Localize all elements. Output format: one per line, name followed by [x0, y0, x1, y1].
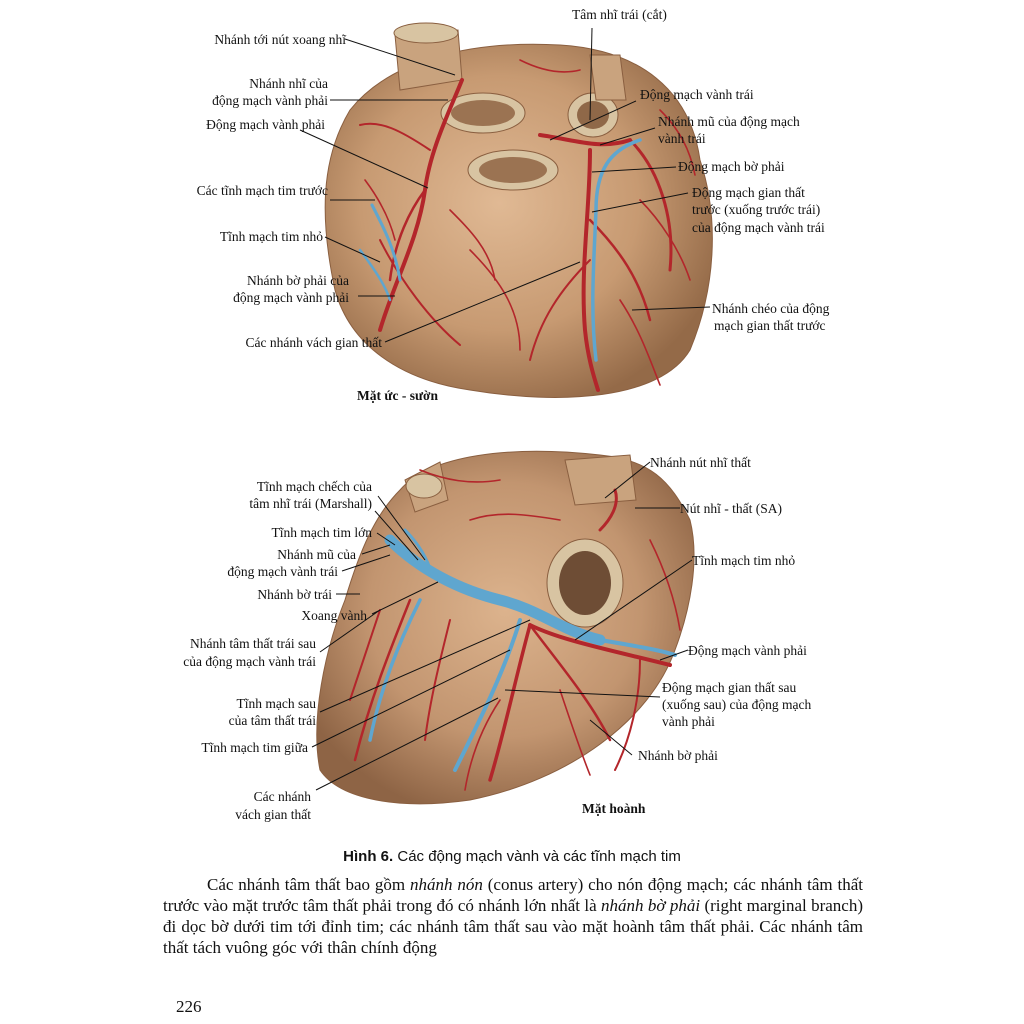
figure-title: [0, 848, 1024, 865]
paragraph-italic-1: nhánh nón: [409, 875, 483, 894]
label-posterior-lv-branch-2: của động mạch vành trái: [183, 654, 316, 669]
label-small-cardiac-vein: Tĩnh mạch tim nhỏ: [219, 229, 323, 244]
label-av-node-branch: Nhánh nút nhĩ thất: [650, 455, 751, 470]
label-great-cardiac-vein: Tĩnh mạch tim lớn: [271, 525, 372, 540]
label-right-marginal-1: Nhánh bờ phải của: [247, 273, 349, 288]
label-posterior-interventricular-3: vành phải: [662, 714, 715, 729]
label-left-marginal: Nhánh bờ trái: [257, 587, 332, 602]
label-circumflex-bottom-1: Nhánh mũ của: [277, 547, 356, 562]
label-posterior-lv-vein-1: Tĩnh mạch sau: [236, 696, 316, 711]
label-coronary-sinus: Xoang vành: [301, 608, 367, 623]
label-sa-node: Nút nhĩ - thất (SA): [680, 501, 782, 516]
label-oblique-vein-1: Tĩnh mạch chếch của: [256, 479, 372, 494]
label-posterior-interventricular-2: (xuống sau) của động mạch: [662, 697, 812, 712]
label-right-marginal-bottom: Nhánh bờ phải: [638, 748, 718, 763]
left-auricle-stump: [590, 55, 626, 100]
label-right-marginal-2: động mạch vành phải: [233, 290, 349, 305]
label-anterior-cardiac-veins: Các tĩnh mạch tim trước: [196, 183, 328, 198]
caption-anterior-surface: Mặt ức - sườn: [357, 388, 439, 403]
ivc-stump: [565, 455, 636, 505]
paragraph-text-1: Các nhánh tâm thất bao gồm: [207, 875, 410, 894]
label-posterior-lv-branch-1: Nhánh tâm thất trái sau: [190, 636, 316, 651]
paragraph-italic-2: nhánh bờ phải: [601, 896, 701, 915]
label-right-atrial-branch-2: động mạch vành phải: [212, 93, 328, 108]
label-oblique-vein-2: tâm nhĩ trái (Marshall): [249, 496, 372, 511]
label-right-coronary-artery: Động mạch vành phải: [206, 117, 325, 132]
label-septal-bottom-1: Các nhánh: [253, 789, 311, 804]
figure-number: Hình 6.: [343, 848, 394, 865]
body-paragraph: [163, 874, 863, 958]
label-anterior-interventricular-1: Động mạch gian thất: [692, 185, 805, 200]
label-right-atrial-branch-1: Nhánh nhĩ của: [249, 76, 328, 91]
figure-title-text: Các động mạch vành và các tĩnh mạch tim: [393, 848, 681, 865]
label-right-coronary-bottom: Động mạch vành phải: [688, 643, 807, 658]
label-anterior-interventricular-3: của động mạch vành trái: [692, 220, 825, 235]
label-diagonal-2: mạch gian thất trước: [714, 318, 826, 333]
label-sa-node-branch: Nhánh tới nút xoang nhĩ: [214, 32, 346, 47]
label-anterior-interventricular-2: trước (xuống trước trái): [692, 202, 821, 217]
label-circumflex-bottom-2: động mạch vành trái: [227, 564, 338, 579]
paragraph-text-2: (conus artery) cho nón động mạch; các nhánh tâm thất trước vào mặt trước tâm thất phải trong đó có nhánh lớn nhất là: [163, 875, 864, 915]
svc-opening: [394, 23, 458, 43]
caption-diaphragmatic-surface: Mặt hoành: [582, 801, 646, 816]
label-diagonal-1: Nhánh chéo của động: [712, 301, 830, 316]
label-septal-branches: Các nhánh vách gian thất: [245, 335, 382, 350]
page-number: 226: [176, 997, 202, 1016]
label-circumflex-2: vành trái: [658, 131, 706, 146]
label-left-coronary-artery: Động mạch vành trái: [640, 87, 754, 102]
label-small-cardiac-vein-bottom: Tĩnh mạch tim nhỏ: [692, 553, 796, 568]
label-circumflex-1: Nhánh mũ của động mạch: [658, 114, 800, 129]
label-septal-bottom-2: vách gian thất: [235, 807, 311, 822]
label-posterior-interventricular-1: Động mạch gian thất sau: [662, 680, 797, 695]
paragraph-text-3: (right marginal branch) đi dọc bờ dưới tim tới đỉnh tim; các nhánh tâm thất sau vào mặt hoành tâm thất phải. Các nhánh tâm thất tách vuông góc với thân chính động: [163, 896, 863, 957]
label-left-auricle: Tâm nhĩ trái (cắt): [572, 7, 667, 22]
label-posterior-lv-vein-2: của tâm thất trái: [228, 713, 316, 728]
label-middle-cardiac-vein: Tĩnh mạch tim giữa: [201, 740, 308, 755]
label-marginal-artery: Động mạch bờ phải: [678, 159, 785, 174]
